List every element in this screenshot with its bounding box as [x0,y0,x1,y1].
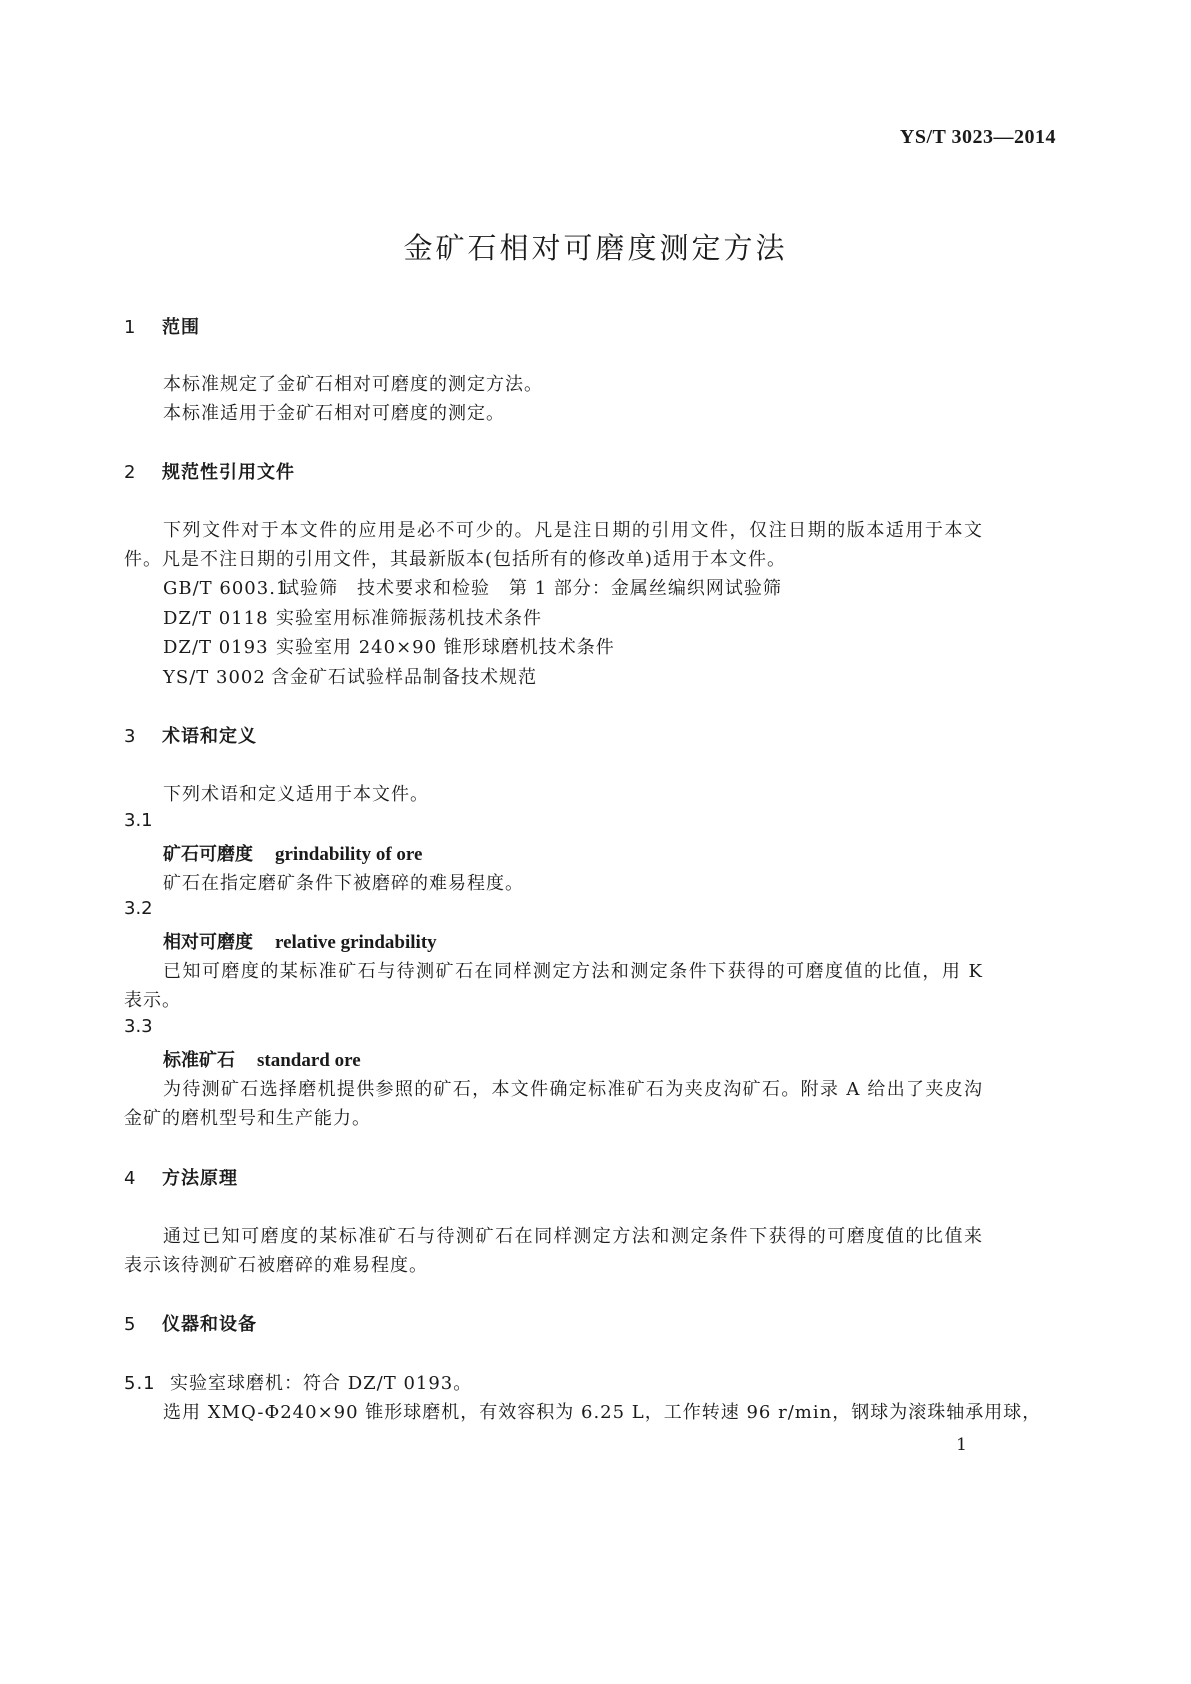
document-title: 金矿石相对可磨度测定方法 [403,231,788,265]
section-4-title: 方法原理 [162,1168,238,1189]
reference-title: 实验室用 240×90 锥形球磨机技术条件 [276,637,615,658]
section-4-heading [124,1164,238,1190]
section-2-intro-line-1: 下列文件对于本文件的应用是必不可少的。凡是注日期的引用文件，仅注日期的版本适用于本文 [163,520,983,541]
standard-number: YS/T 3023—2014 [899,126,1056,148]
section-3-title: 术语和定义 [162,726,257,747]
term-heading [163,1046,361,1072]
term-en: grindability of ore [275,844,423,865]
clause-5-1-number: 5.1 [124,1373,156,1394]
section-3-intro: 下列术语和定义适用于本文件。 [163,784,429,805]
term-zh: 矿石可磨度 [163,844,253,865]
section-5-heading [124,1310,257,1336]
section-2-number: 2 [124,462,137,483]
clause-5-1-text: 实验室球磨机：符合 DZ/T 0193。 [170,1373,473,1394]
term-heading [163,840,422,866]
reference-item [163,633,615,659]
section-1-para-2: 本标准适用于金矿石相对可磨度的测定。 [163,403,505,424]
section-1-heading [124,313,200,339]
section-2-intro-line-2: 件。凡是不注日期的引用文件，其最新版本(包括所有的修改单)适用于本文件。 [124,549,787,570]
term-definition-line-2: 表示。 [124,990,181,1011]
reference-item [163,604,542,630]
reference-code: YS/T 3002 [163,667,266,688]
section-1-title: 范围 [162,317,200,338]
term-definition-line-1: 已知可磨度的某标准矿石与待测矿石在同样测定方法和测定条件下获得的可磨度值的比值，用 K [163,961,983,982]
section-4-number: 4 [124,1168,137,1189]
section-3-heading [124,722,257,748]
reference-title: 实验室用标准筛振荡机技术条件 [276,608,542,629]
term-heading [163,928,437,954]
clause-5-1 [124,1369,472,1395]
section-5-number: 5 [124,1314,137,1335]
term-en: standard ore [257,1050,361,1071]
term-definition-line-1: 为待测矿石选择磨机提供参照的矿石，本文件确定标准矿石为夹皮沟矿石。附录 A 给出了夹皮沟 [163,1079,983,1100]
reference-title: 含金矿石试验样品制备技术规范 [271,667,537,688]
term-definition-line-2: 金矿的磨机型号和生产能力。 [124,1108,371,1129]
section-1-number: 1 [124,317,137,338]
section-4-line-2: 表示该待测矿石被磨碎的难易程度。 [124,1255,428,1276]
term-definition: 矿石在指定磨矿条件下被磨碎的难易程度。 [163,873,524,894]
reference-code: DZ/T 0118 [163,608,269,629]
section-1-para-1: 本标准规定了金矿石相对可磨度的测定方法。 [163,374,543,395]
term-zh: 相对可磨度 [163,932,253,953]
term-number: 3.1 [124,810,153,831]
section-3-number: 3 [124,726,137,747]
section-2-heading [124,458,295,484]
clause-5-1-line: 选用 XMQ-Φ240×90 锥形球磨机，有效容积为 6.25 L，工作转速 96 r/min，钢球为滚珠轴承用球， [163,1402,1042,1423]
term-en: relative grindability [275,932,437,953]
reference-title: 试验筛 技术要求和检验 第 1 部分：金属丝编织网试验筛 [281,578,782,599]
term-number: 3.3 [124,1016,153,1037]
section-2-title: 规范性引用文件 [162,462,295,483]
page-number: 1 [956,1435,967,1455]
reference-item [163,663,537,689]
reference-code: DZ/T 0193 [163,637,269,658]
reference-code: GB/T 6003.1 [163,578,289,599]
reference-item [163,574,782,600]
section-4-line-1: 通过已知可磨度的某标准矿石与待测矿石在同样测定方法和测定条件下获得的可磨度值的比值来 [163,1226,983,1247]
section-5-title: 仪器和设备 [162,1314,257,1335]
term-number: 3.2 [124,898,153,919]
term-zh: 标准矿石 [163,1050,235,1071]
